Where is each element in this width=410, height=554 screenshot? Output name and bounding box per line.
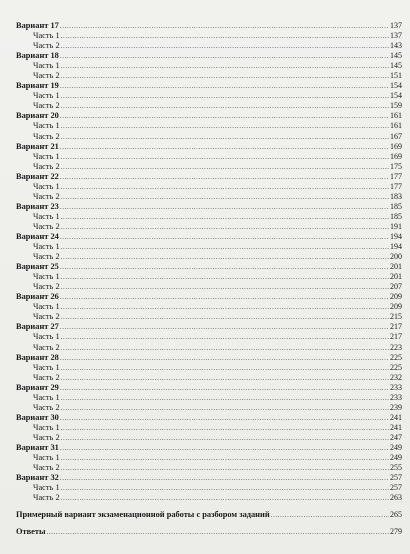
toc-variant-entry-title: Вариант 28 xyxy=(16,352,59,362)
toc-part-entry-page-number: 249 xyxy=(390,453,402,463)
dot-leader xyxy=(61,242,389,252)
dot-leader xyxy=(61,162,389,172)
dot-leader xyxy=(60,383,389,393)
dot-leader xyxy=(60,443,389,453)
dot-leader xyxy=(60,262,389,272)
dot-leader xyxy=(60,111,389,121)
toc-part-entry-page-number: 233 xyxy=(390,392,402,402)
dot-leader xyxy=(61,302,389,312)
toc-part-entry xyxy=(16,242,402,252)
toc-variant-entry-page-number: 145 xyxy=(390,51,402,61)
toc-part-entry xyxy=(16,423,402,433)
toc-part-entry xyxy=(16,483,402,493)
toc-part-entry-page-number: 159 xyxy=(390,101,402,111)
toc-part-entry-page-number: 151 xyxy=(390,71,402,81)
toc-part-entry-page-number: 263 xyxy=(390,493,402,503)
dot-leader xyxy=(60,172,389,182)
toc-variant-entry-page-number: 249 xyxy=(390,442,402,452)
dot-leader xyxy=(61,192,389,202)
toc-variant-entry xyxy=(16,292,402,302)
toc-part-entry-title: Часть 1 xyxy=(33,302,60,312)
toc-part-entry xyxy=(16,393,402,403)
toc-part-entry-title: Часть 1 xyxy=(33,453,60,463)
toc-part-entry-title: Часть 2 xyxy=(33,372,60,382)
dot-leader xyxy=(61,132,389,142)
toc-answers-entry-page-number: 279 xyxy=(390,527,402,537)
toc-part-entry-page-number: 209 xyxy=(390,302,402,312)
toc-variant-entry-title: Вариант 32 xyxy=(16,473,59,483)
toc-part-entry-page-number: 194 xyxy=(390,242,402,252)
dot-leader xyxy=(60,202,389,212)
toc-part-entry-page-number: 257 xyxy=(390,483,402,493)
toc-part-entry-page-number: 225 xyxy=(390,362,402,372)
dot-leader xyxy=(61,71,389,81)
toc-part-entry xyxy=(16,493,402,503)
toc-variant-entry xyxy=(16,202,402,212)
dot-leader xyxy=(47,527,389,537)
toc-part-entry xyxy=(16,91,402,101)
toc-part-entry-title: Часть 1 xyxy=(33,31,60,41)
toc-variant-entry-title: Вариант 17 xyxy=(16,21,59,30)
toc-part-entry-page-number: 232 xyxy=(390,372,402,382)
toc-part-entry xyxy=(16,121,402,131)
toc-part-entry xyxy=(16,332,402,342)
toc-part-entry-page-number: 223 xyxy=(390,342,402,352)
toc-part-entry-title: Часть 2 xyxy=(33,432,60,442)
dot-leader xyxy=(61,61,389,71)
dot-leader xyxy=(271,510,389,520)
toc-variant-entry-page-number: 194 xyxy=(390,231,402,241)
toc-part-entry-title: Часть 2 xyxy=(33,282,60,292)
toc-part-entry-title: Часть 2 xyxy=(33,402,60,412)
toc-part-entry-page-number: 167 xyxy=(390,131,402,141)
toc-variant-entry-page-number: 209 xyxy=(390,292,402,302)
toc-variant-entry-page-number: 169 xyxy=(390,141,402,151)
toc-part-entry xyxy=(16,101,402,111)
toc-variant-entry-page-number: 217 xyxy=(390,322,402,332)
toc-variant-entry-title: Вариант 19 xyxy=(16,81,59,91)
toc-variant-entry-page-number: 241 xyxy=(390,412,402,422)
toc-part-entry-page-number: 175 xyxy=(390,161,402,171)
toc-part-entry-title: Часть 2 xyxy=(33,131,60,141)
toc-variant-entry xyxy=(16,413,402,423)
toc-part-entry xyxy=(16,343,402,353)
dot-leader xyxy=(61,363,389,373)
toc-part-entry xyxy=(16,312,402,322)
toc-answers-entry xyxy=(16,527,402,537)
toc-variant-entry-page-number: 185 xyxy=(390,201,402,211)
toc-part-entry xyxy=(16,132,402,142)
toc-part-entry-title: Часть 2 xyxy=(33,191,60,201)
toc-part-entry-page-number: 185 xyxy=(390,211,402,221)
toc-part-entry-page-number: 143 xyxy=(390,41,402,51)
dot-leader xyxy=(61,403,389,413)
toc-part-entry xyxy=(16,463,402,473)
toc-part-entry-page-number: 247 xyxy=(390,432,402,442)
toc-variant-entry-page-number: 257 xyxy=(390,473,402,483)
dot-leader xyxy=(61,212,389,222)
toc-variant-entry-title: Вариант 20 xyxy=(16,111,59,121)
toc-gap xyxy=(16,503,402,510)
dot-leader xyxy=(61,332,389,342)
dot-leader xyxy=(61,31,389,41)
toc-variant-entry-page-number: 154 xyxy=(390,81,402,91)
toc-part-entry-title: Часть 1 xyxy=(33,483,60,493)
toc-part-entry-title: Часть 1 xyxy=(33,332,60,342)
dot-leader xyxy=(61,393,389,403)
dot-leader xyxy=(60,142,389,152)
toc-part-entry xyxy=(16,152,402,162)
dot-leader xyxy=(61,312,389,322)
toc-part-entry xyxy=(16,162,402,172)
toc-variant-entry-title: Вариант 26 xyxy=(16,292,59,302)
dot-leader xyxy=(61,433,389,443)
toc-part-entry xyxy=(16,41,402,51)
toc-variant-entry xyxy=(16,443,402,453)
toc-part-entry-title: Часть 1 xyxy=(33,272,60,282)
toc-part-entry-title: Часть 1 xyxy=(33,211,60,221)
toc-variant-entry-title: Вариант 22 xyxy=(16,171,59,181)
toc-part-entry xyxy=(16,182,402,192)
toc-part-entry xyxy=(16,71,402,81)
dot-leader xyxy=(60,21,389,31)
toc-part-entry xyxy=(16,31,402,41)
toc-part-entry-page-number: 137 xyxy=(390,31,402,41)
dot-leader xyxy=(61,483,389,493)
toc-part-entry-page-number: 201 xyxy=(390,272,402,282)
toc-part-entry-title: Часть 1 xyxy=(33,121,60,131)
dot-leader xyxy=(61,343,389,353)
toc-variant-entry xyxy=(16,322,402,332)
toc-part-entry-title: Часть 2 xyxy=(33,493,60,503)
toc-variant-entry xyxy=(16,262,402,272)
toc-variant-entry-title: Вариант 24 xyxy=(16,231,59,241)
toc-variant-entry-title: Вариант 25 xyxy=(16,262,59,272)
toc-part-entry-title: Часть 2 xyxy=(33,312,60,322)
toc-variant-entry xyxy=(16,142,402,152)
dot-leader xyxy=(61,423,389,433)
toc-part-entry-title: Часть 2 xyxy=(33,41,60,51)
toc-part-entry xyxy=(16,433,402,443)
toc-part-entry xyxy=(16,192,402,202)
dot-leader xyxy=(61,101,389,111)
toc-part-entry xyxy=(16,212,402,222)
dot-leader xyxy=(61,41,389,51)
dot-leader xyxy=(60,322,389,332)
dot-leader xyxy=(61,493,389,503)
toc-gap xyxy=(16,520,402,527)
dot-leader xyxy=(61,252,389,262)
toc-variant-entry-title: Вариант 29 xyxy=(16,382,59,392)
toc-part-entry-page-number: 169 xyxy=(390,151,402,161)
dot-leader xyxy=(60,292,389,302)
dot-leader xyxy=(60,473,389,483)
toc-part-entry-page-number: 191 xyxy=(390,221,402,231)
dot-leader xyxy=(60,81,389,91)
toc-part-entry xyxy=(16,272,402,282)
toc-variant-entry-page-number: 233 xyxy=(390,382,402,392)
dot-leader xyxy=(61,222,389,232)
toc-part-entry-page-number: 217 xyxy=(390,332,402,342)
toc-sample-entry xyxy=(16,510,402,520)
toc-part-entry xyxy=(16,453,402,463)
toc-part-entry-title: Часть 2 xyxy=(33,221,60,231)
toc-part-entry-title: Часть 1 xyxy=(33,242,60,252)
toc-variant-entry xyxy=(16,232,402,242)
toc-variant-entry-page-number: 225 xyxy=(390,352,402,362)
toc-variant-entry-page-number: 161 xyxy=(390,111,402,121)
toc-part-entry-title: Часть 1 xyxy=(33,422,60,432)
toc-variant-entry-title: Вариант 21 xyxy=(16,141,59,151)
toc-part-entry-title: Часть 1 xyxy=(33,91,60,101)
toc-variant-entry-title: Вариант 30 xyxy=(16,412,59,422)
toc-variant-entry xyxy=(16,21,402,31)
toc-part-entry xyxy=(16,282,402,292)
toc-part-entry xyxy=(16,363,402,373)
toc-sample-entry-page-number: 265 xyxy=(390,510,402,520)
toc-variant-entry-page-number: 201 xyxy=(390,262,402,272)
toc-variant-entry-page-number: 177 xyxy=(390,171,402,181)
toc-part-entry-title: Часть 2 xyxy=(33,342,60,352)
toc-variant-entry xyxy=(16,81,402,91)
dot-leader xyxy=(60,353,389,363)
toc-part-entry xyxy=(16,252,402,262)
toc-variant-entry xyxy=(16,473,402,483)
dot-leader xyxy=(60,232,389,242)
dot-leader xyxy=(61,463,389,473)
toc-part-entry-page-number: 241 xyxy=(390,422,402,432)
dot-leader xyxy=(61,91,389,101)
dot-leader xyxy=(61,282,389,292)
toc-part-entry-page-number: 183 xyxy=(390,191,402,201)
toc-part-entry-title: Часть 1 xyxy=(33,362,60,372)
toc-variant-entry-title: Вариант 23 xyxy=(16,201,59,211)
toc-part-entry-page-number: 154 xyxy=(390,91,402,101)
toc-part-entry-page-number: 207 xyxy=(390,282,402,292)
toc-part-entry-title: Часть 1 xyxy=(33,181,60,191)
toc-part-entry-title: Часть 1 xyxy=(33,61,60,71)
toc-variant-entry xyxy=(16,383,402,393)
toc-variant-entry-title: Вариант 31 xyxy=(16,442,59,452)
table-of-contents xyxy=(16,21,402,537)
dot-leader xyxy=(60,51,389,61)
toc-part-entry-page-number: 161 xyxy=(390,121,402,131)
toc-part-entry-page-number: 255 xyxy=(390,463,402,473)
toc-part-entry xyxy=(16,302,402,312)
toc-variant-entry xyxy=(16,51,402,61)
dot-leader xyxy=(61,152,389,162)
toc-part-entry-title: Часть 1 xyxy=(33,392,60,402)
dot-leader xyxy=(61,121,389,131)
toc-part-entry-title: Часть 1 xyxy=(33,151,60,161)
toc-part-entry xyxy=(16,222,402,232)
toc-part-entry xyxy=(16,373,402,383)
toc-part-entry-page-number: 239 xyxy=(390,402,402,412)
toc-part-entry xyxy=(16,403,402,413)
toc-part-entry-page-number: 177 xyxy=(390,181,402,191)
toc-part-entry-title: Часть 2 xyxy=(33,252,60,262)
toc-part-entry-title: Часть 2 xyxy=(33,463,60,473)
dot-leader xyxy=(61,182,389,192)
toc-part-entry-page-number: 215 xyxy=(390,312,402,322)
toc-part-entry-page-number: 145 xyxy=(390,61,402,71)
toc-answers-entry-title: Ответы xyxy=(16,527,46,537)
toc-variant-entry-title: Вариант 27 xyxy=(16,322,59,332)
toc-part-entry-page-number: 200 xyxy=(390,252,402,262)
toc-variant-entry-page-number: 137 xyxy=(390,21,402,30)
toc-part-entry-title: Часть 2 xyxy=(33,101,60,111)
toc-part-entry-title: Часть 2 xyxy=(33,161,60,171)
toc-sample-entry-title: Примерный вариант экзаменационной работы с разбором заданий xyxy=(16,510,270,520)
toc-variant-entry xyxy=(16,353,402,363)
toc-part-entry-title: Часть 2 xyxy=(33,71,60,81)
dot-leader xyxy=(61,272,389,282)
toc-part-entry xyxy=(16,61,402,71)
toc-variant-entry xyxy=(16,172,402,182)
dot-leader xyxy=(60,413,389,423)
toc-variant-entry-title: Вариант 18 xyxy=(16,51,59,61)
dot-leader xyxy=(61,453,389,463)
toc-variant-entry xyxy=(16,111,402,121)
dot-leader xyxy=(61,373,389,383)
